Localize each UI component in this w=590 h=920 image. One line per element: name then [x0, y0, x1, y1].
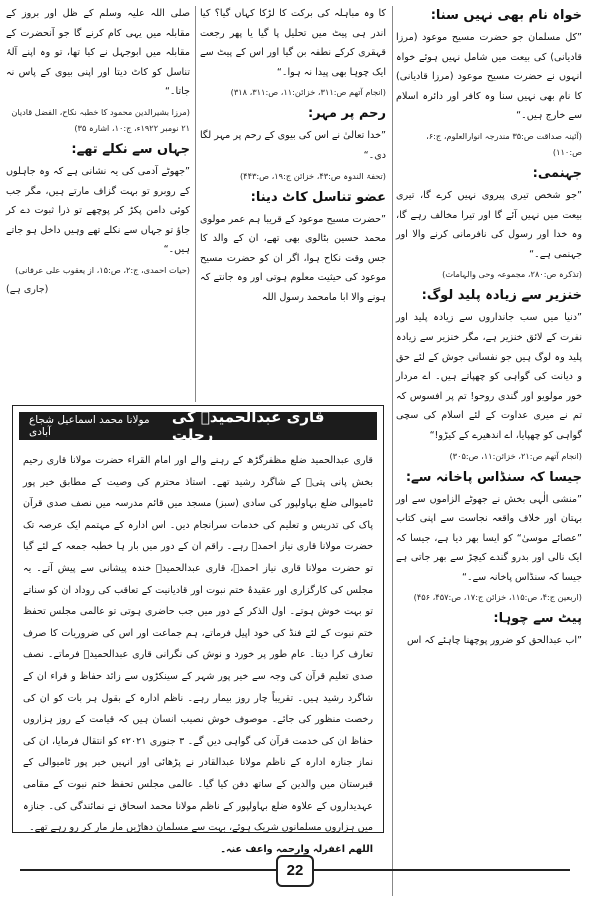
- section-reference: (تحفۃ الندوہ ص:۴۳، خزائن ج:۱۹، ص:۴۴۳): [239, 170, 386, 181]
- section-heading: خنزیر سے زیادہ پلید لوگ:: [421, 288, 582, 304]
- section-heading: جیسا کہ سنڈاس پاخانہ سے:: [405, 469, 582, 485]
- section-heading: پیٹ سے چوہا:: [493, 611, 582, 627]
- right-column: [396, 4, 582, 651]
- obituary-author: مولانا محمد اسماعیل شجاع آبادی: [29, 414, 150, 438]
- column-divider: [392, 6, 393, 896]
- page-number: 22: [276, 855, 314, 887]
- section-jahannami: [396, 164, 582, 282]
- section-impure-people: [396, 286, 582, 463]
- obituary-body: [23, 450, 374, 855]
- obituary-title: قاری عبدالحمیدؒ کی رحلت: [171, 408, 325, 444]
- section-mouse: [396, 609, 582, 651]
- section-heading: رحم پر مہر:: [307, 106, 386, 122]
- page-footer: [20, 855, 570, 885]
- section-reference: (آئینہ صداقت ص:۳۵ مندرجہ انوارالعلوم، ج:۶، ص:۱۱۰): [426, 130, 582, 157]
- section-cut-organ: [200, 188, 386, 308]
- obituary-closing-prayer: اللھم اغفرلہ وارحمہ واعف عنہ۔: [220, 843, 373, 855]
- obituary-text: قاری عبدالحمید ضلع مظفرگڑھ کے رہنے والے اور امام القراء حضرت مولانا قاری رحیم بخش پانی پتیؒ کے شاگرد رشید تھے۔ استاذ محترم کی وصیت کے مطابق خیر پور ٹامیوالی ضلع بہاولپور کی سادی (سبز) مسجد میں قائم مدرسہ میں نصف صدی قرآن پاک کی تدریس و تعلیم کی خدمات سرانجام دیں۔ اس ادارہ کے مہتمم ایک عرصہ تک حضرت مولانا قاری نیاز احمدؒ رہے۔ راقم ان کے دور میں بار ہا خطبہ جمعہ کے لئے گیا تو حضرت مولانا قاری نیاز احمدؒ، قاری عبدالحمیدؒ خندہ پیشانی سے پیش آتے۔ یہ مجلس کی کارگزاری اور عقیدۂ ختم نبوت اور قادیانیت کے تعاقب کی روداد ان کو سناتے تو بہت خوش ہوتے۔ اول الذکر کے دور میں جب حاضری ہوتی تو عالمی مجلس تحفظ ختم نبوت کے لئے فنڈ کی خود اپیل فرماتے، ہم جماعت اور اس کی ضروریات کا صرف تعارف کرا دیتا۔ عام طور پر خورد و نوش کی نگرانی قاری عبدالحمیدؒ فرماتے۔ نصف صدی تعلیم قرآن کی وجہ سے خیر پور شہر کے سینکڑوں سے زائد حفاظ و قراء ان کے شاگرد رشید ہیں۔ تقریباً چار روز بیمار رہے۔ ناظم ادارہ کے بقول ہر بات کو ان کی رخصت منظور کی جائے۔ موصوف خوش نصیب انسان ہیں کہ قیامت کے روز ہزاروں حفاظ ان کی خدمت قرآن کی گواہی دیں گے۔ ۳ جنوری ۲۰۲۱ء کو انتقال فرمایا، ان کی نماز جنازہ ادارہ کے ناظم مولانا عبدالقادر نے پڑھائی اور انہیں خیر پور ٹامیوالی کے قبرستان میں والدین کے ساتھ دفن کیا گیا۔ عالمی مجلس تحفظ ختم نبوت کے مقامی عہدیداروں کے علاوہ ضلع بہاولپور کے ناظم مولانا محمد اسحاق نے نمائندگی کی۔ جنازہ میں ہزاروں مسلمانوں شریک ہوئے، بہت سے مسلمان دھاڑیں مار مار کر رو رہے تھے۔: [23, 455, 374, 834]
- section-body: ”اب عبدالحق کو ضرور پوچھنا چاہئے کہ اس: [406, 635, 582, 647]
- section-nikah-continued: [6, 4, 190, 136]
- obituary-box: [12, 405, 384, 855]
- section-sewer: [396, 468, 582, 606]
- section-reference: (مرزا بشیرالدین محمود کا خطبہ نکاح، الفضل قادیان ۲۱ نومبر ۱۹۲۲ء، ج:۱۰، اشارہ ۳۵): [11, 106, 190, 133]
- section-body: ”دنیا میں سب جانداروں سے زیادہ پلید اور نفرت کے لائق خنزیر ہے، مگر خنزیر سے زیادہ پلید وہ لوگ ہیں جو نفسانی جوش کے لئے حق و دیانت کی گواہی کو چھپاتے ہیں۔ اے مردار خور مولویو اور گندی روحو! تم پر افسوس کہ تم نے میری عداوت کے لئے اسلام کی سچی گواہی کو چھپایا، اے اندھیرے کے کیڑو!“: [396, 312, 582, 441]
- middle-column: [200, 4, 386, 308]
- section-reference: (تذکرہ ص:۲۸۰، مجموعہ وحی والہامات): [442, 269, 582, 280]
- section-mubahila-continued: [200, 4, 386, 100]
- section-reference: (انجام آتھم ص:۲۱، خزائن:۱۱، ص:۳۰۵): [449, 450, 582, 461]
- section-not-even-heard: [396, 6, 582, 160]
- section-body: ”کل مسلمان جو حضرت مسیح موعود (مرزا قادیانی) کی بیعت میں شامل نہیں ہوئے خواہ انہوں نے حضرت مسیح موعود (مرزا قادیانی) کا نام بھی نہیں سنا وہ کافر اور دائرہ اسلام سے خارج ہیں۔“: [396, 32, 582, 122]
- section-heading: جہاں سے نکلے تھے:: [71, 141, 190, 157]
- section-body: ”منشی الٰہی بخش نے جھوٹے الزاموں سے اور بہتان اور خلاف واقعہ نجاست سے اپنی کتاب ”عصائے موسیٰ“ کو ایسا بھر دیا ہے، جیسا کہ ایک نالی اور بدرو گندے کیچڑ سے بھر جاتی ہے جیسا کہ سنڈاس پاخانہ سے۔“: [396, 493, 582, 583]
- section-reference: (حیات احمدی، ج:۲، ص:۱۵، از یعقوب علی عرفانی): [15, 264, 190, 275]
- section-heading: جہنمی:: [532, 165, 582, 181]
- section-womb-seal: [200, 104, 386, 183]
- section-reference: (اربعین ج:۴، ص:۱۱۵، خزائن ج:۱۷، ص:۴۵۷، ۴۵۶): [413, 592, 582, 603]
- section-body: ”حضرت مسیح موعود کے قریبا ہم عمر مولوی محمد حسین بٹالوی بھی تھے، ان کے والد کا جس وقت نکاح ہوا، اگر ان کو حضرت مسیح موعود کی حیثیت معلوم ہوتی اور وہ جانتے کہ ہونے والا ابا مامحمد رسول اللہ: [200, 213, 386, 303]
- section-reference: (انجام آتھم ص:۳۱۱، خزائن:۱۱، ص:۳۱۱، ۳۱۸): [230, 87, 386, 98]
- section-body: ”خدا تعالیٰ نے اس کی بیوی کے رحم پر مہر لگا دی۔“: [200, 130, 386, 161]
- section-body: صلی اللہ علیہ وسلم کے ظل اور بروز کے مقابلہ میں یہی کام کرنے گا جو آنحضرت کے مقابلہ میں ابوجہل نے کیا تھا، تو وہ اپنے آلۂ تناسل کو کاٹ دیتا اور اپنی بیوی کے پاس نہ جاتا۔“: [6, 8, 190, 98]
- section-body: ”جھوٹے آدمی کی یہ نشانی ہے کہ وہ جاہلوں کے روبرو تو بہت گزاف مارتے ہیں، مگر جب کوئی دامن پکڑ کر پوچھے تو ذرا ثبوت دے کر جاؤ تو جہاں سے نکلے تھے وہیں داخل ہو جاتے ہیں۔“: [6, 165, 190, 256]
- section-heading: خواہ نام بھی نہیں سنا:: [430, 8, 582, 23]
- obituary-banner: [19, 408, 377, 444]
- section-where-came-from: [6, 140, 190, 278]
- section-body: کا وہ مباہلہ کی برکت کا لڑکا کہاں گیا؟ کیا اندر ہی پیٹ میں تحلیل پا گیا یا پھر رجعت قہقری کرکے نطفہ بن گیا اور اس کے پیٹ سے ایک چوہا بھی پیدا نہ ہوا۔“: [200, 8, 386, 78]
- section-heading: عضو تناسل کاٹ دینا:: [250, 189, 386, 205]
- to-be-continued: (جاری ہے): [6, 283, 49, 295]
- section-body: ”جو شخص تیری پیروی نہیں کرے گا، تیری بیعت میں نہیں آئے گا اور تیرا مخالف رہے گا، وہ خدا اور رسول کی نافرمانی کرنے والا اور جہنمی ہے۔“: [396, 189, 582, 260]
- column-divider: [195, 6, 196, 402]
- left-column: [6, 4, 190, 302]
